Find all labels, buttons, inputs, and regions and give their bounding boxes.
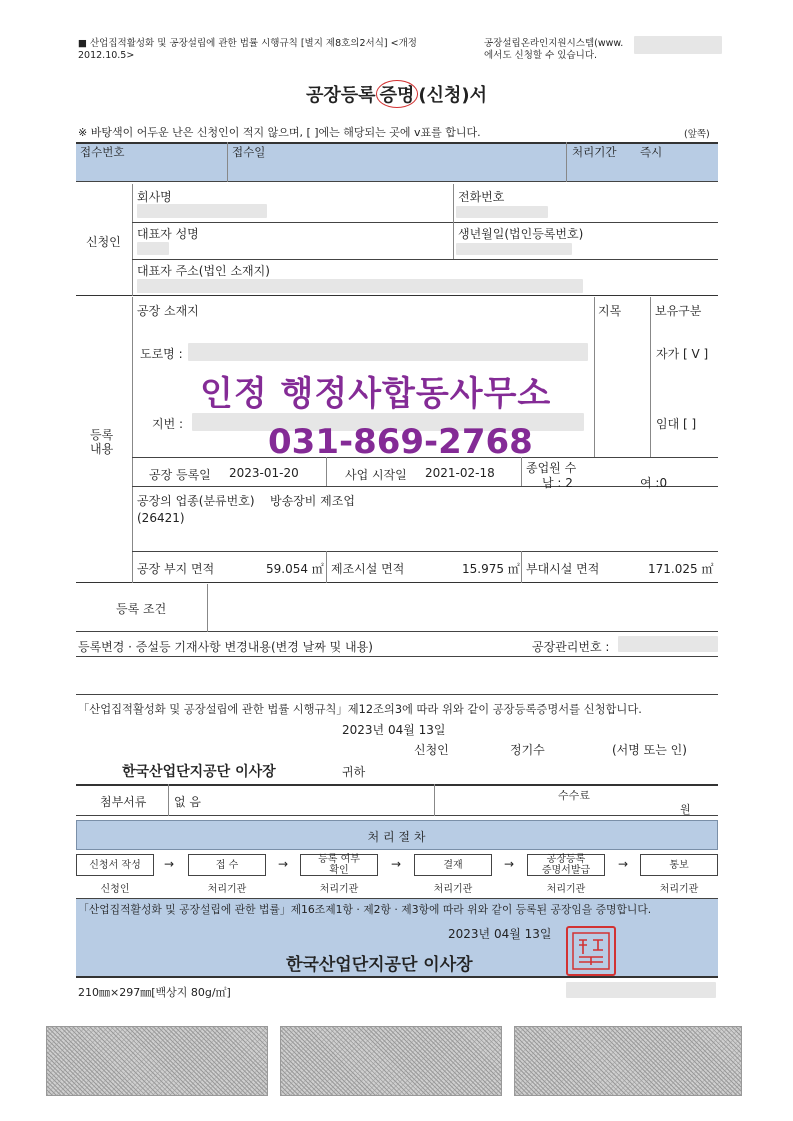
- seal-icon: [571, 931, 611, 971]
- applicant-sign-label: 신청인: [414, 743, 449, 757]
- industry-label: 공장의 업종(분류번호): [137, 494, 255, 508]
- arrow-3: →: [390, 857, 402, 871]
- step-receipt: 접 수: [188, 854, 266, 876]
- conditions-row: [76, 584, 718, 632]
- representative-value: [137, 242, 169, 255]
- ownership-label: 보유구분: [655, 304, 702, 318]
- step-write-application: 신청서 작성: [76, 854, 154, 876]
- watermark-phone: 031-869-2768: [268, 422, 533, 462]
- factory-location-label: 공장 소재지: [137, 304, 199, 318]
- birth-label: 생년월일(법인등록번호): [458, 227, 584, 241]
- redacted-barcode-2: [280, 1026, 502, 1096]
- attachments-row: [76, 784, 718, 816]
- manufacturing-area-label: 제조시설 면적: [331, 562, 405, 576]
- attachments-label: 첨부서류: [100, 795, 147, 809]
- address-label: 대표자 주소(법인 소재지): [137, 264, 270, 278]
- title-part-registration: 공장등록: [306, 85, 376, 106]
- representative-label: 대표자 성명: [137, 227, 199, 241]
- conditions-label: 등록 조건: [116, 602, 167, 616]
- manufacturing-area-value: 15.975 ㎡: [462, 562, 520, 576]
- step-who-5: 처리기관: [546, 884, 586, 895]
- management-number-label: 공장관리번호 :: [532, 640, 610, 654]
- applicant-section-label: 신청인: [86, 235, 121, 249]
- lot-address-label: 지번 :: [152, 417, 184, 431]
- recipient-suffix: 귀하: [342, 765, 366, 779]
- application-statement: 「산업집적활성화 및 공장설립에 관한 법률 시행규칙」제12조의3에 따라 위와 같이 공장등록증명서를 신청합니다.: [78, 703, 642, 716]
- registration-section-label: [90, 428, 113, 456]
- receipt-date-label: 접수일: [232, 145, 266, 159]
- registration-section-label-2: 내용: [90, 442, 114, 456]
- title-part-certificate: 증명: [376, 80, 419, 108]
- employees-female: 여 :0: [640, 476, 668, 490]
- lease-checkbox[interactable]: 임대 [ ]: [656, 417, 697, 431]
- page-title: [0, 80, 793, 108]
- phone-value: [456, 206, 548, 218]
- step-who-4: 처리기관: [433, 884, 473, 895]
- redacted-footer: [566, 982, 716, 998]
- arrow-5: →: [617, 857, 629, 871]
- official-seal: [566, 926, 616, 976]
- industry-code: (26421): [137, 511, 185, 525]
- registration-date-label: 공장 등록일: [149, 468, 211, 482]
- step-notify: 통보: [640, 854, 718, 876]
- road-address-label: 도로명 :: [140, 347, 183, 361]
- recipient-name: 한국산업단지공단 이사장: [122, 764, 276, 780]
- signature-hint: (서명 또는 인): [612, 743, 687, 757]
- registration-date-value: 2023-01-20: [229, 466, 299, 480]
- change-history-label: 등록변경 · 증설등 기재사항 변경내용(변경 날짜 및 내용): [78, 640, 373, 654]
- business-start-value: 2021-02-18: [425, 466, 495, 480]
- step-who-3: 처리기관: [319, 884, 359, 895]
- form-reference: [78, 38, 417, 62]
- industry-value: 방송장비 제조업: [270, 494, 355, 508]
- arrow-2: →: [277, 857, 289, 871]
- paper-spec: 210㎜×297㎜[백상지 80g/㎡]: [78, 986, 231, 999]
- employees-label: 종업원 수: [526, 461, 577, 475]
- online-system-note: [484, 38, 623, 62]
- fee-unit: 원: [680, 803, 691, 816]
- online-system-line2: 에서도 신청할 수 있습니다.: [484, 50, 598, 61]
- title-part-application: (신청)서: [418, 85, 487, 106]
- arrow-1: →: [163, 857, 175, 871]
- address-value: [137, 279, 583, 293]
- redacted-url: [634, 36, 722, 54]
- auxiliary-area-value: 171.025 ㎡: [648, 562, 714, 576]
- arrow-4: →: [503, 857, 515, 871]
- form-reference-line1: ■ 산업집적활성화 및 공장설립에 관한 법률 시행규칙 [별지 제8호의2서식] <개정: [78, 38, 417, 49]
- issuer-name: 한국산업단지공단 이사장: [286, 955, 473, 975]
- processing-period-value: 즉시: [640, 145, 663, 159]
- receipt-row: [76, 142, 718, 182]
- notice-text: ※ 바탕색이 어두운 난은 신청인이 적지 않으며, [ ]에는 해당되는 곳에 v표를 합니다.: [78, 126, 481, 139]
- registration-section-label-1: 등록: [90, 428, 114, 442]
- own-checkbox[interactable]: 자가 [ V ]: [656, 347, 709, 361]
- land-category-label: 지목: [598, 304, 622, 318]
- step-check-registration: 등록 여부 확인: [300, 854, 378, 876]
- certification-date: 2023년 04월 13일: [448, 927, 552, 941]
- phone-label: 전화번호: [458, 190, 505, 204]
- applicant-name: 정기수: [510, 743, 545, 757]
- auxiliary-area-label: 부대시설 면적: [526, 562, 600, 576]
- fee-label: 수수료: [558, 789, 590, 802]
- birth-value: [456, 243, 572, 255]
- receipt-number-label: 접수번호: [80, 145, 125, 159]
- step-who-1: 신청인: [100, 884, 130, 895]
- employees-male: 남 : 2: [542, 476, 573, 490]
- business-start-label: 사업 시작일: [345, 468, 407, 482]
- attachments-value: 없 음: [174, 795, 201, 809]
- process-steps: [76, 852, 718, 896]
- processing-period-label: 처리기간: [572, 145, 617, 159]
- online-system-line1: 공장설립온라인지원시스템(www.: [484, 38, 624, 49]
- road-address-value: [188, 343, 588, 361]
- page-side-label: (앞쪽): [684, 129, 710, 140]
- step-who-6: 처리기관: [659, 884, 699, 895]
- watermark-office-name: 인정 행정사합동사무소: [200, 374, 552, 414]
- management-number-value: [618, 636, 718, 652]
- site-area-value: 59.054 ㎡: [266, 562, 324, 576]
- form-reference-line2: 2012.10.5>: [78, 50, 135, 61]
- company-name-value: [137, 204, 267, 218]
- company-name-label: 회사명: [137, 190, 172, 204]
- redacted-barcode-1: [46, 1026, 268, 1096]
- redacted-barcode-3: [514, 1026, 742, 1096]
- step-approval: 결재: [414, 854, 492, 876]
- site-area-label: 공장 부지 면적: [137, 562, 215, 576]
- application-date: 2023년 04월 13일: [342, 723, 446, 737]
- step-issue-certificate: 공장등록 증명서발급: [527, 854, 605, 876]
- process-title: 처 리 절 차: [367, 830, 426, 844]
- step-who-2: 처리기관: [207, 884, 247, 895]
- certification-statement: 「산업집적활성화 및 공장설립에 관한 법률」제16조제1항 · 제2항 · 제3항에 따라 위와 같이 등록된 공장임을 증명합니다.: [78, 903, 652, 916]
